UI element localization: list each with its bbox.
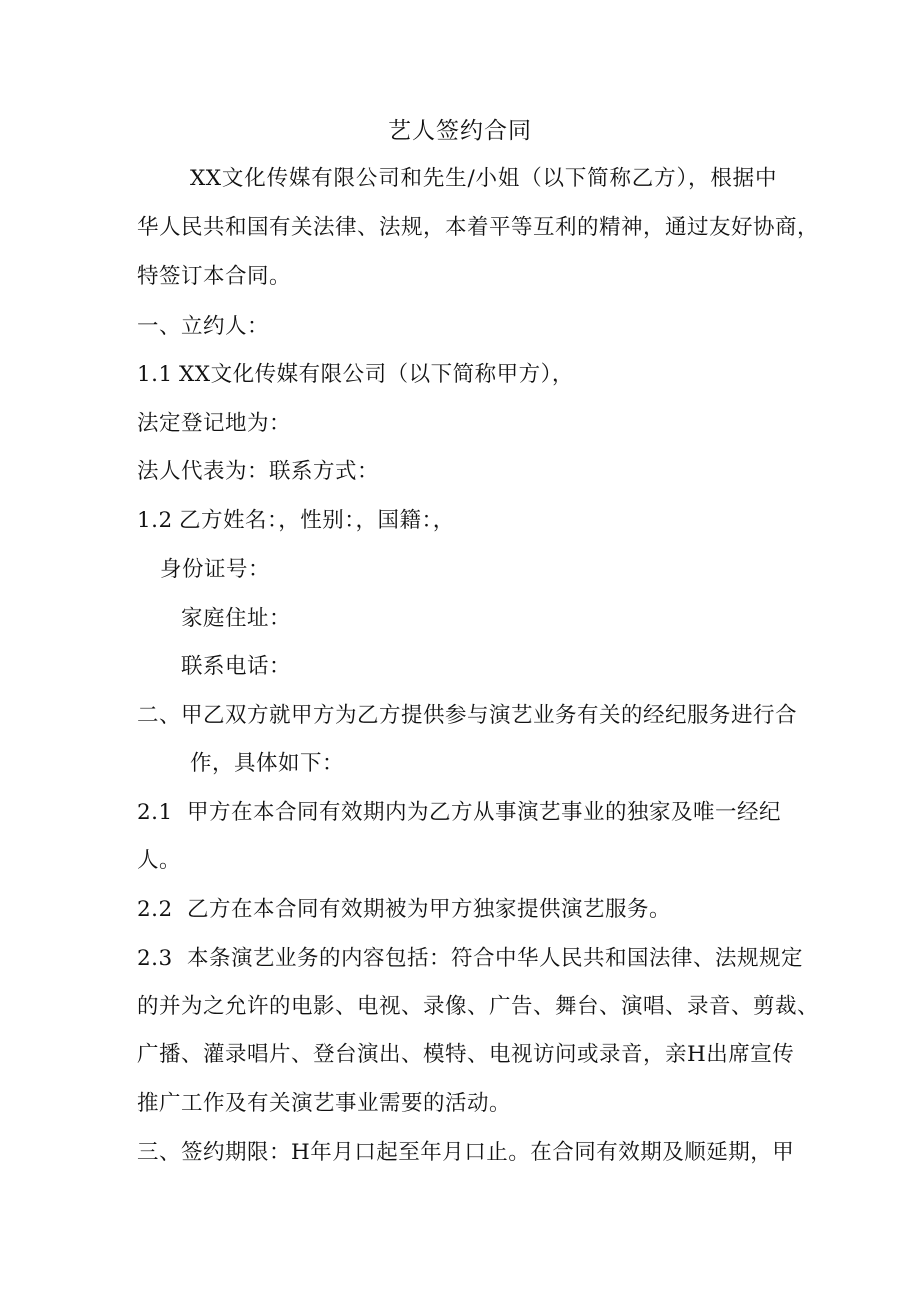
paragraph-line: 推广工作及有关演艺事业需要的活动。: [137, 1091, 512, 1116]
section-heading: 二、甲乙双方就甲方为乙方提供参与演艺业务有关的经纪服务进行合: [137, 703, 798, 728]
clause-text: XX文化传媒有限公司（以下简称甲方），: [179, 362, 574, 387]
paragraph-line: 特签订本合同。: [137, 264, 292, 289]
paragraph-line: 身份证号：: [160, 557, 271, 582]
clause-line: [137, 794, 787, 832]
clause-text: 乙方姓名：，性别：，国籍：，: [179, 508, 455, 533]
clause-number: 2.2: [137, 897, 173, 922]
clause-number: 1.2: [137, 508, 173, 533]
clause-number: 1.1: [137, 362, 173, 387]
paragraph-line: 的并为之允许的电影、电视、录像、广告、舞台、演唱、录音、剪裁、: [137, 994, 820, 1019]
clause-line: [137, 891, 787, 929]
paragraph-line: 广播、灌录唱片、登台演出、模特、电视访问或录音，亲H出席宣传: [137, 1042, 795, 1067]
paragraph-line: 人。: [137, 848, 182, 873]
clause-number: 2.3: [137, 946, 173, 971]
clause-line: [137, 502, 787, 540]
clause-line: [137, 356, 787, 394]
paragraph-line: 联系电话：: [181, 654, 292, 679]
paragraph-line: 作，具体如下：: [190, 751, 345, 776]
paragraph-line: XX文化传媒有限公司和先生/小姐（以下简称乙方），根据中: [190, 166, 777, 191]
clause-text: 甲方在本合同有效期内为乙方从事演艺事业的独家及唯一经纪: [187, 800, 782, 825]
clause-text: 乙方在本合同有效期被为甲方独家提供演艺服务。: [187, 897, 672, 922]
clause-line: [137, 940, 804, 978]
section-heading: 三、签约期限：H年月口起至年月口止。在合同有效期及顺延期，甲: [137, 1140, 795, 1165]
section-heading: 一、立约人：: [137, 314, 270, 339]
paragraph-line: 法定登记地为：: [137, 411, 292, 436]
clause-text: 本条演艺业务的内容包括：符合中华人民共和国法律、法规规定: [187, 946, 804, 971]
paragraph-line: 家庭住址：: [181, 606, 292, 631]
clause-number: 2.1: [137, 800, 173, 825]
document-title: 艺人签约合同: [388, 118, 532, 144]
paragraph-line: 华人民共和国有关法律、法规，本着平等互利的精神，通过友好协商，: [137, 215, 820, 240]
paragraph-line: 法人代表为：联系方式：: [137, 459, 380, 484]
